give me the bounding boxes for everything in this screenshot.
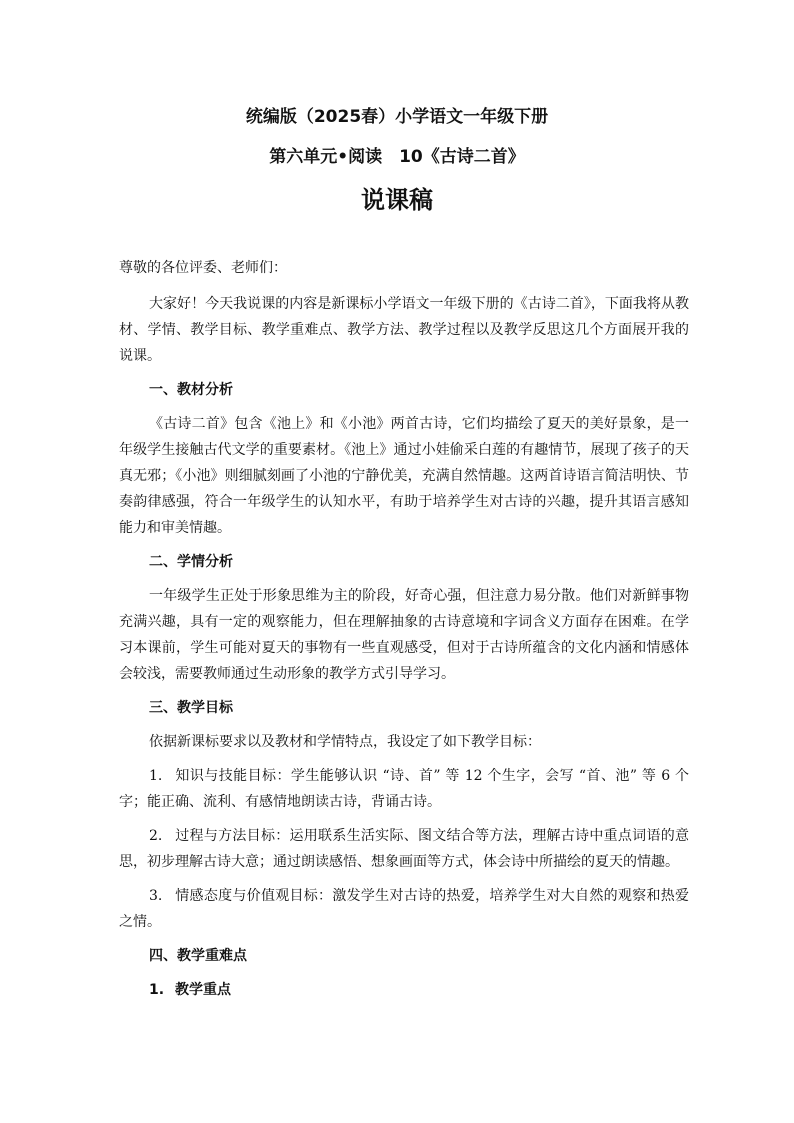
section-heading-teaching-goals: 三、教学目标 bbox=[149, 700, 233, 716]
goal-item bbox=[119, 883, 689, 935]
goal-item-text: 过程与方法目标：运用联系生活实际、图文结合等方法，理解古诗中重点词语的意思，初步理解古诗大意；通过朗读感悟、想象画面等方式，体会诗中所描绘的夏天的情趣。 bbox=[119, 828, 689, 870]
document-title-main: 说课稿 bbox=[361, 186, 433, 214]
teaching-goals-lead: 依据新课标要求以及教材和学情特点，我设定了如下教学目标： bbox=[149, 734, 541, 750]
document-body bbox=[119, 255, 689, 1011]
goal-item bbox=[119, 823, 689, 875]
goal-item-text: 情感态度与价值观目标：激发学生对古诗的热爱，培养学生对大自然的观察和热爱之情。 bbox=[119, 888, 689, 930]
goal-item bbox=[119, 763, 689, 815]
subheading-label: 教学重点 bbox=[175, 982, 231, 998]
goal-item-text: 知识与技能目标：学生能够认识 “诗、首” 等 12 个生字，会写 “首、池” 等 6 个字；能正确、流利、有感情地朗读古诗，背诵古诗。 bbox=[119, 768, 689, 810]
document-title-line2: 第六单元•阅读 10《古诗二首》 bbox=[269, 147, 525, 167]
salutation: 尊敬的各位评委、老师们： bbox=[119, 260, 287, 276]
goal-item-number: 1. bbox=[149, 768, 163, 784]
section-body-textbook-analysis: 《古诗二首》包含《池上》和《小池》两首古诗，它们均描绘了夏天的美好景象，是一年级学生接触古代文学的重要素材。《池上》通过小娃偷采白莲的有趣情节，展现了孩子的天真无邪；《小池》则细腻刻画了小池的宁静优美，充满自然情趣。这两首诗语言简洁明快、节奏韵律感强，符合一年级学生的认知水平，有助于培养学生对古诗的兴趣，提升其语言感知能力和审美情趣。 bbox=[119, 416, 689, 536]
section-body-student-analysis: 一年级学生正处于形象思维为主的阶段，好奇心强，但注意力易分散。他们对新鲜事物充满兴趣，具有一定的观察能力，但在理解抽象的古诗意境和字词含义方面存在困难。在学习本课前，学生可能对夏天的事物有一些直观感受，但对于古诗所蕴含的文化内涵和情感体会较浅，需要教师通过生动形象的教学方式引导学习。 bbox=[119, 588, 689, 682]
subheading-key-points bbox=[119, 977, 689, 1003]
intro-paragraph: 大家好！今天我说课的内容是新课标小学语文一年级下册的《古诗二首》，下面我将从教材、学情、教学目标、教学重难点、教学方法、教学过程以及教学反思这几个方面展开我的说课。 bbox=[119, 296, 689, 364]
section-heading-key-difficult-points: 四、教学重难点 bbox=[149, 948, 247, 964]
document-title-line1: 统编版（2025春）小学语文一年级下册 bbox=[245, 107, 549, 127]
subheading-number: 1. bbox=[149, 982, 165, 998]
goal-item-number: 3. bbox=[149, 888, 163, 904]
section-heading-textbook-analysis: 一、教材分析 bbox=[149, 382, 233, 398]
goal-item-number: 2. bbox=[149, 828, 163, 844]
section-heading-student-analysis: 二、学情分析 bbox=[149, 554, 233, 570]
